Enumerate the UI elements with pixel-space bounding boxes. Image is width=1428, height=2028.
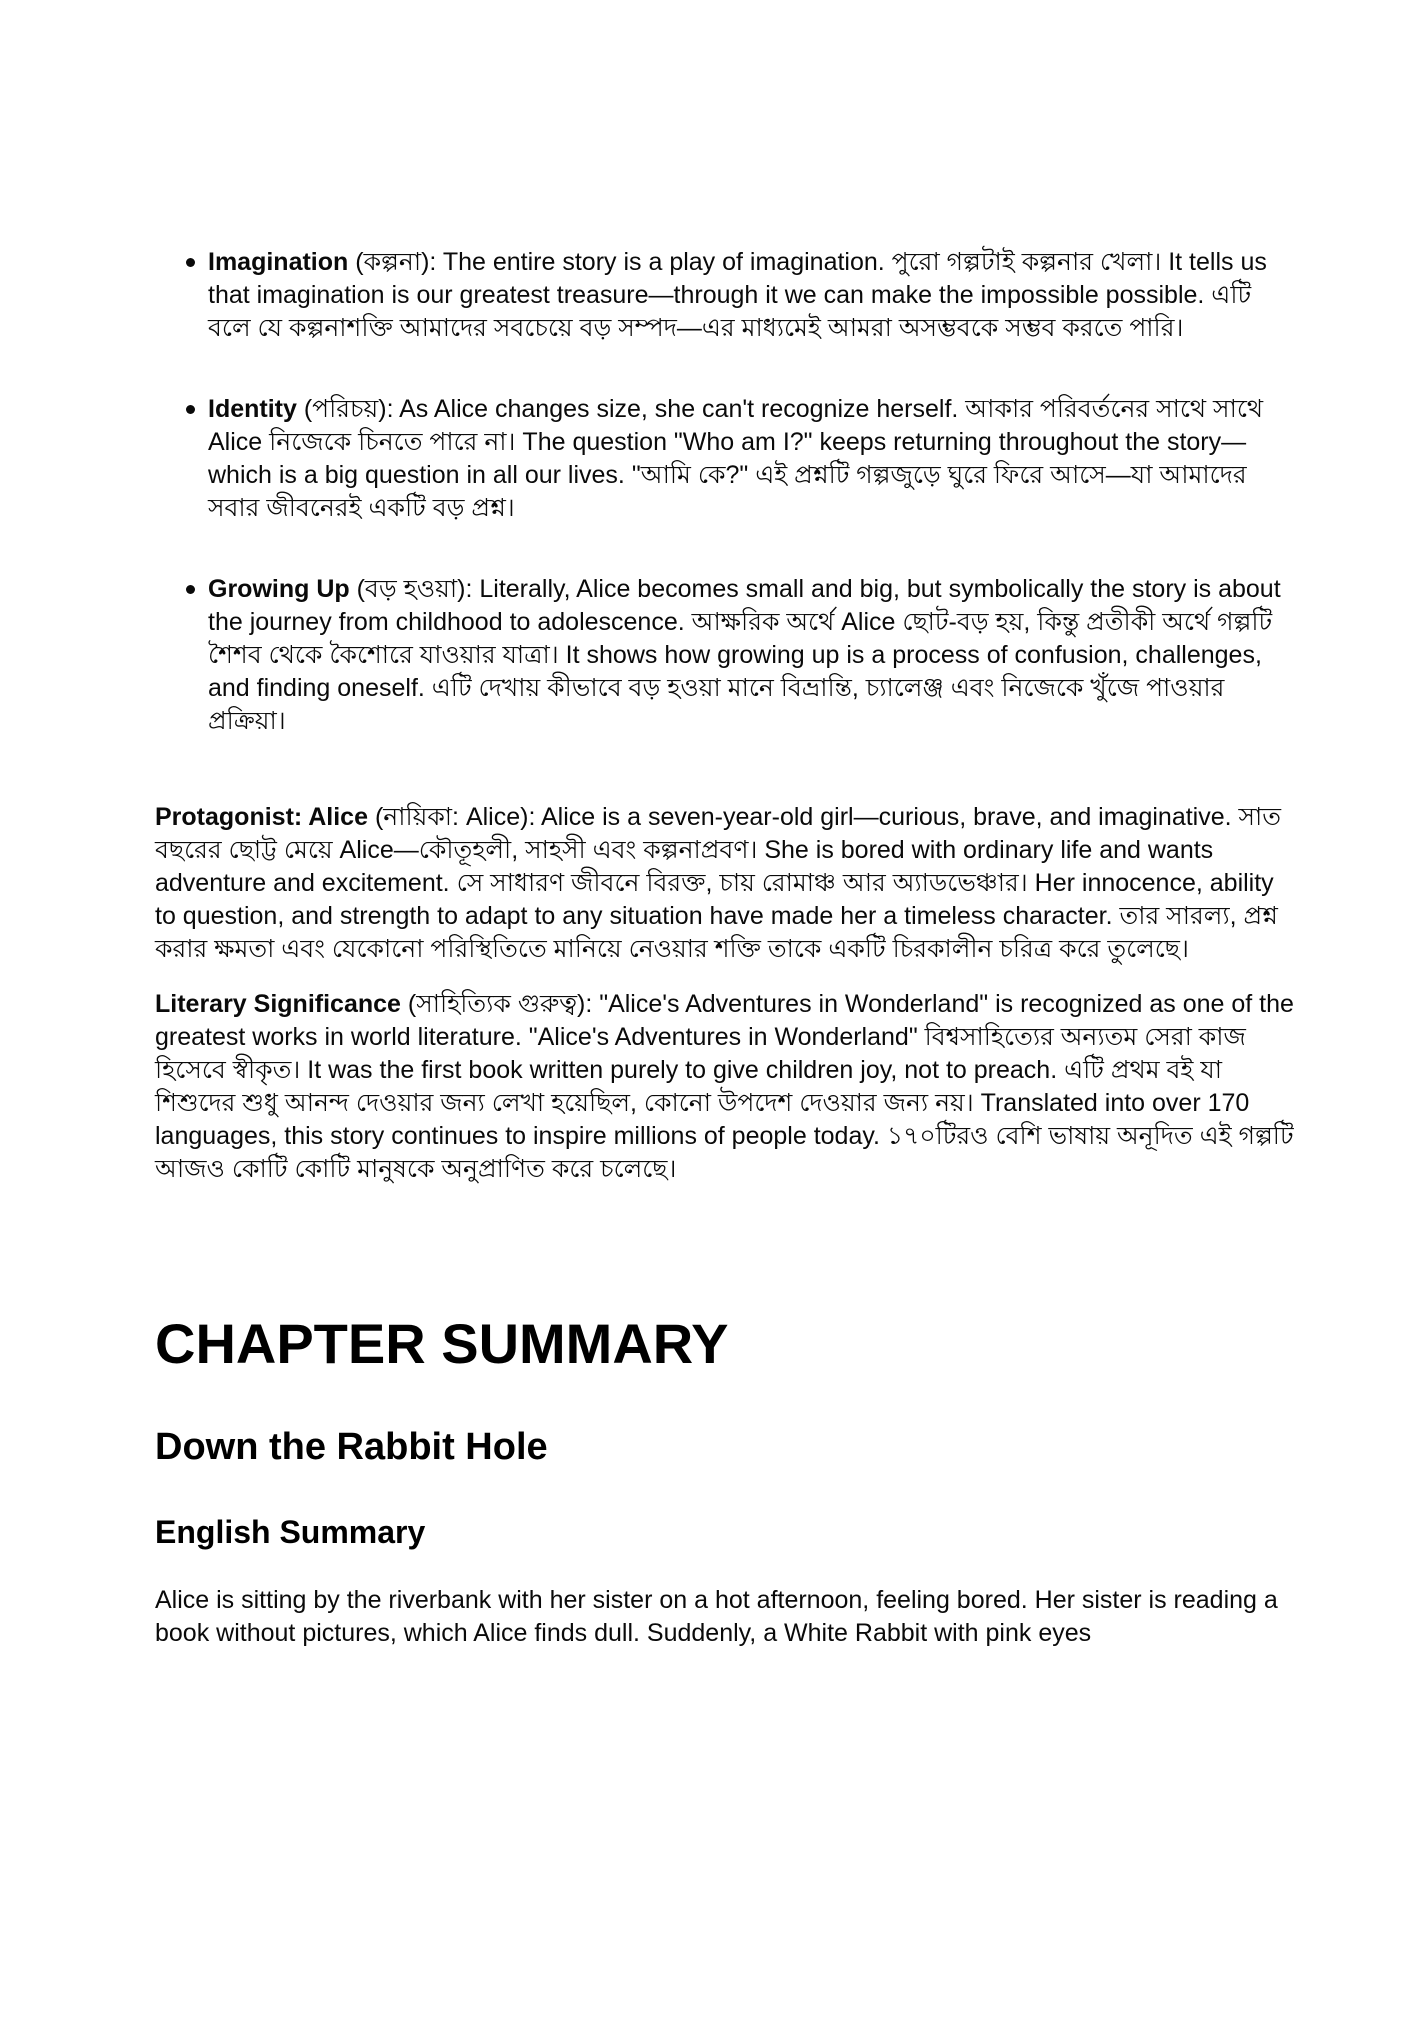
bullet-icon: [186, 405, 195, 414]
theme-text: (বড় হওয়া): Literally, Alice becomes small and big, but symbolically the story is about the journey from childhood to adolescence. আক্ষরিক অর্থে Alice ছোট-বড় হয়, কিন্তু প্রতীকী অর্থে গল্পটি শৈশব থেকে কৈশোরে যাওয়ার যাত্রা। It shows how growing up is a process of confusion, challenges, and finding oneself. এটি দেখায় কীভাবে বড় হওয়া মানে বিভ্রান্তি, চ্যালেঞ্জ এবং নিজেকে খুঁজে পাওয়ার প্রক্রিয়া।: [208, 575, 1281, 735]
theme-term: Identity: [208, 395, 297, 423]
theme-item-growing-up: [155, 573, 1298, 738]
english-summary-heading: English Summary: [155, 1514, 426, 1550]
theme-term: Growing Up: [208, 575, 350, 603]
paragraph-text: (সাহিত্যিক গুরুত্ব): "Alice's Adventures in Wonderland" is recognized as one of the greatest works in world literature. "Alice's Adventures in Wonderland" বিশ্বসাহিত্যের অন্যতম সেরা কাজ হিসেবে স্বীকৃত। It was the first book written purely to give children joy, not to preach. এটি প্রথম বই যা শিশুদের শুধু আনন্দ দেওয়ার জন্য লেখা হয়েছিল, কোনো উপদেশ দেওয়ার জন্য নয়। Translated into over 170 languages, this story continues to inspire millions of people today. ১৭০টিরও বেশি ভাষায় অনূদিত এই গল্পটি আজও কোটি কোটি মানুষকে অনুপ্রাণিত করে চলেছে।: [155, 990, 1294, 1183]
theme-item-identity: [155, 393, 1298, 525]
chapter-summary-heading: CHAPTER SUMMARY: [155, 1312, 729, 1375]
theme-item-imagination: [155, 246, 1298, 345]
summary-paragraph: Alice is sitting by the riverbank with her sister on a hot afternoon, feeling bored. Her sister is reading a book without pictures, which Alice finds dull. Suddenly, a White Rabbit with pink eyes: [155, 1586, 1278, 1647]
literary-significance-paragraph: [155, 988, 1298, 1186]
bullet-icon: [186, 258, 195, 267]
paragraph-text: (নায়িকা: Alice): Alice is a seven-year-old girl—curious, brave, and imaginative. সাত বছরের ছোট্ট মেয়ে Alice—কৌতূহলী, সাহসী এবং কল্পনাপ্রবণ। She is bored with ordinary life and wants adventure and excitement. সে সাধারণ জীবনে বিরক্ত, চায় রোমাঞ্চ আর অ্যাডভেঞ্চার। Her innocence, ability to question, and strength to adapt to any situation have made her a timeless character. তার সারল্য, প্রশ্ন করার ক্ষমতা এবং যেকোনো পরিস্থিতিতে মানিয়ে নেওয়ার শক্তি তাকে একটি চিরকালীন চরিত্র করে তুলেছে।: [155, 803, 1282, 963]
theme-term: Imagination: [208, 248, 349, 276]
theme-text: (কল্পনা): The entire story is a play of imagination. পুরো গল্পটাই কল্পনার খেলা। It tells us that imagination is our greatest treasure—through it we can make the impossible possible. এটি বলে যে কল্পনাশক্তি আমাদের সবচেয়ে বড় সম্পদ—এর মাধ্যমেই আমরা অসম্ভবকে সম্ভব করতে পারি।: [208, 248, 1267, 342]
theme-text: (পরিচয়): As Alice changes size, she can't recognize herself. আকার পরিবর্তনের সাথে সাথে Alice নিজেকে চিনতে পারে না। The question "Who am I?" keeps returning throughout the story—which is a big question in all our lives. "আমি কে?" এই প্রশ্নটি গল্পজুড়ে ঘুরে ফিরে আসে—যা আমাদের সবার জীবনেরই একটি বড় প্রশ্ন।: [208, 395, 1264, 522]
bullet-icon: [186, 585, 195, 594]
paragraph-term: Protagonist: Alice: [155, 803, 368, 831]
paragraph-term: Literary Significance: [155, 990, 401, 1018]
themes-list: [155, 246, 1298, 738]
protagonist-paragraph: [155, 801, 1298, 966]
chapter-title-heading: Down the Rabbit Hole: [155, 1426, 548, 1468]
